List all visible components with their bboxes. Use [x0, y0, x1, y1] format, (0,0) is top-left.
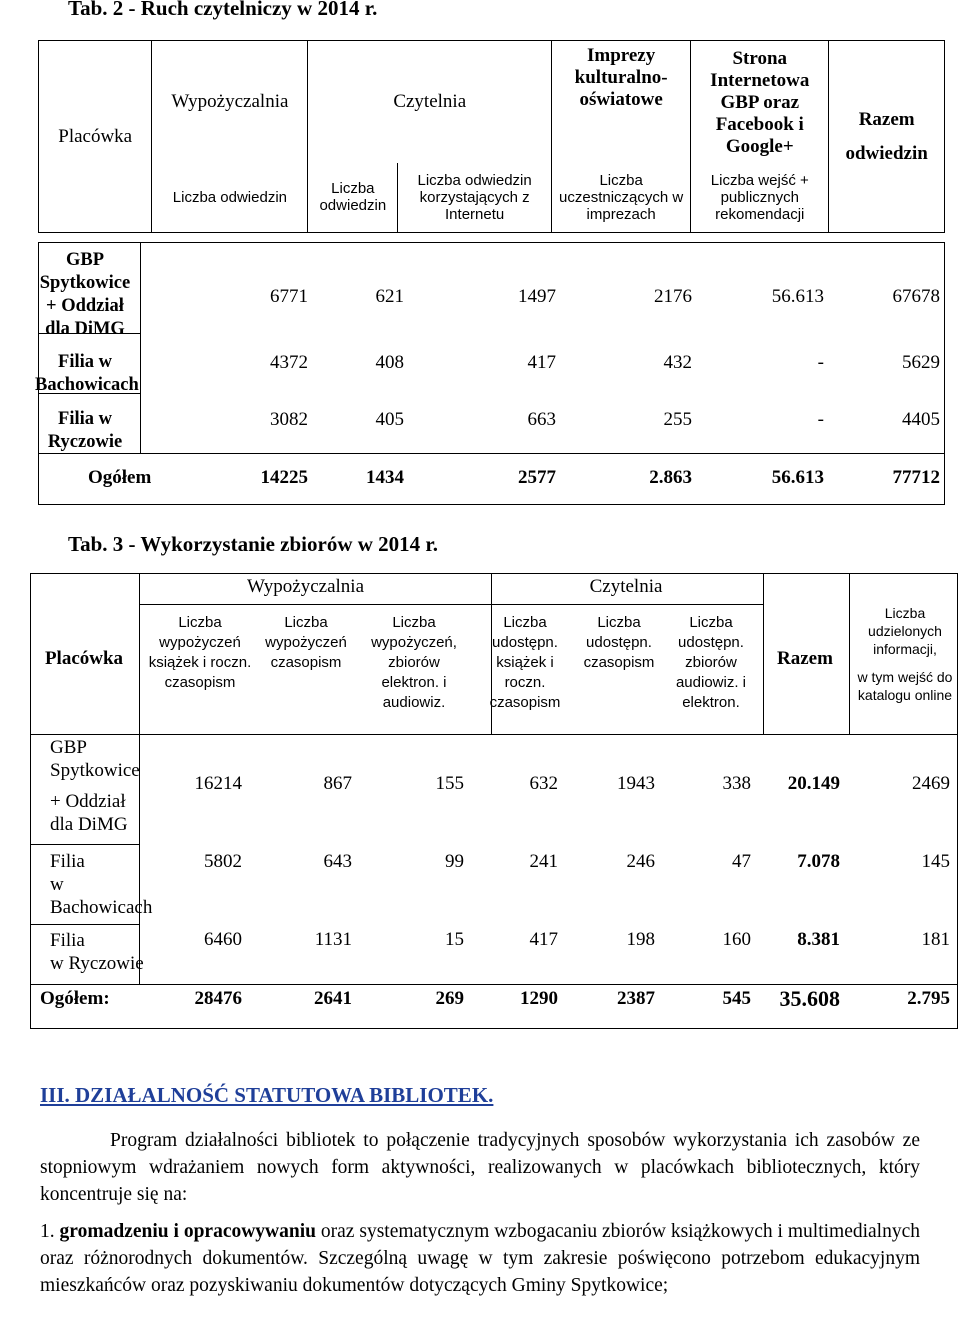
- tab2-cell: 255: [663, 409, 692, 430]
- tab2-header-table: [38, 40, 945, 233]
- section-item-1-num: 1.: [40, 1221, 55, 1242]
- tab3-cell: 198: [626, 929, 655, 950]
- tab3-cell: 338: [722, 773, 751, 794]
- tab3-cell: 28476: [194, 988, 242, 1009]
- tab2-sub-czyt2: Liczba odwiedzin korzystających z Internetu: [398, 163, 552, 233]
- tab3-cell: 20.149: [787, 773, 840, 794]
- tab3-sub-5: Liczba udostępn. zbiorów audiowiz. i elektron.: [675, 614, 747, 711]
- tab3-row-0-name: [50, 736, 140, 836]
- tab3-cell: 15: [445, 929, 464, 950]
- tab3-hline-sub: [139, 604, 763, 605]
- tab3-sub-3: Liczba udostępn. książek i roczn. czasopism: [489, 614, 561, 711]
- tab3-col-info-sub: w tym wejść do katalogu online: [857, 669, 953, 703]
- tab2-cell: 2.863: [649, 467, 692, 488]
- tab2-row-2-name: Filia w Ryczowie: [47, 409, 123, 452]
- tab2-cell: 1497: [518, 286, 556, 307]
- tab2-cell: 3082: [270, 409, 308, 430]
- tab2-sep-total: [39, 453, 944, 454]
- tab3-hline-header: [31, 734, 957, 735]
- tab3-sub-4: Liczba udostępn. czasopism: [583, 614, 655, 671]
- tab2-cell: 77712: [892, 467, 940, 488]
- tab3-row-2-name2: w Ryczowie: [50, 953, 144, 974]
- tab3-cell: 2641: [314, 988, 352, 1009]
- tab3-cell: 2469: [912, 773, 950, 794]
- tab3-cell: 632: [529, 773, 558, 794]
- tab3-cell: 2.795: [907, 988, 950, 1009]
- tab3-sub-1: Liczba wypożyczeń czasopism: [265, 614, 347, 671]
- tab3-cell: 155: [435, 773, 464, 794]
- tab3-row-0-name3: + Oddział dla DiMG: [50, 791, 128, 835]
- tab3-cell: 181: [921, 929, 950, 950]
- tab2-cell: 4372: [270, 352, 308, 373]
- tab2-col-imprezy: Imprezy kulturalno-oświatowe: [552, 41, 691, 163]
- tab3-cell: 269: [435, 988, 464, 1009]
- tab3-cell: 8.381: [797, 929, 840, 950]
- tab3-sub-2: Liczba wypożyczeń, zbiorów elektron. i audiowiz.: [371, 614, 457, 711]
- tab3-cell: 35.608: [779, 986, 840, 1011]
- tab3-sub-0: Liczba wypożyczeń książek i roczn. czasopism: [148, 614, 252, 691]
- tab2-cell: 663: [527, 409, 556, 430]
- section-heading: III. DZIAŁALNOŚĆ STATUTOWA BIBLIOTEK.: [40, 1083, 494, 1107]
- tab3-cell: 545: [722, 988, 751, 1009]
- tab2-cell: 621: [375, 286, 404, 307]
- tab2-razem-label: Razem: [858, 108, 915, 130]
- tab2-cell: 2176: [654, 286, 692, 307]
- tab2-cell: 56.613: [771, 467, 824, 488]
- tab3-col-info: Liczba udzielonych informacji,: [868, 605, 942, 657]
- tab3-row-1-name: [50, 850, 152, 919]
- tab3-vline-1: [139, 574, 140, 734]
- tab2-row-1-name: Filia w Bachowicach: [35, 352, 139, 395]
- tab3-cell: 643: [323, 851, 352, 872]
- tab2-col-czytelnia: Czytelnia: [308, 41, 552, 163]
- tab2-col-placowka: Placówka: [39, 41, 152, 233]
- tab2-cell: 408: [375, 352, 404, 373]
- tab2-cell: 405: [375, 409, 404, 430]
- tab2-razem-sub: odwiedzin: [845, 142, 928, 164]
- tab2-body: [35, 242, 945, 505]
- tab2-sep-2: [39, 393, 140, 394]
- tab2-title: Tab. 2 - Ruch czytelniczy w 2014 r.: [68, 0, 378, 20]
- tab3-cell: 417: [529, 929, 558, 950]
- section-item-1: [40, 1218, 920, 1299]
- tab3-total-label: Ogółem:: [40, 988, 110, 1009]
- tab3-cell: 2387: [617, 988, 655, 1009]
- tab2-sub-wyp: Liczba odwiedzin: [152, 163, 308, 233]
- tab2-sep-1: [39, 333, 140, 334]
- tab2-cell: -: [817, 352, 824, 373]
- tab3-cell: 246: [626, 851, 655, 872]
- section-item-1-bold: gromadzeniu i opracowywaniu: [59, 1221, 316, 1242]
- section-item-1-rest: oraz systematycznym wzbogacaniu zbiorów książkowych i multimedialnych oraz różnorodnych dokumentów. Szczególną uwagę w tym zakresie poświęcono potrzebom edukacyjnym mieszkańców oraz pozyskiwaniu dokumentów dotyczących Gminy Spytkowice;: [40, 1221, 920, 1296]
- tab3-cell: 99: [445, 851, 464, 872]
- tab2-cell: 14225: [260, 467, 308, 488]
- tab3-row-1-name2: w: [50, 874, 64, 895]
- tab3-cell: 1290: [520, 988, 558, 1009]
- tab3-row-2-name1: Filia: [50, 930, 85, 951]
- tab2-row-0-name: GBP Spytkowice + Oddział dla DiMG: [39, 250, 131, 339]
- tab3-col-wypozyczalnia: Wypożyczalnia: [246, 576, 364, 597]
- tab3-hline-r2: [31, 924, 139, 925]
- tab3-vline-4: [849, 574, 850, 734]
- tab3-cell: 160: [722, 929, 751, 950]
- tab2-cell: 6771: [270, 286, 308, 307]
- tab3-cell: 47: [732, 851, 751, 872]
- tab3-cell: 5802: [204, 851, 242, 872]
- tab3-col-razem: Razem: [777, 648, 833, 669]
- tab3-hline-r1: [31, 844, 139, 845]
- tab3-col-czytelnia: Czytelnia: [589, 576, 663, 597]
- tab3-cell: 7.078: [797, 851, 840, 872]
- tab2-sub-czyt1: Liczba odwiedzin: [308, 163, 398, 233]
- tab3-cell: 16214: [194, 773, 242, 794]
- tab2-cell: 4405: [902, 409, 940, 430]
- tab3-cell: 1131: [314, 929, 352, 950]
- tab3-hline-total: [31, 984, 957, 985]
- section-paragraph: Program działalności bibliotek to połączenie tradycyjnych sposobów wykorzystania ich zasobów ze stopniowym wdrażaniem nowych form aktywności, realizowanych w placówkach bibliotecznych, który koncentruje się na:: [40, 1130, 920, 1205]
- tab2-col-wypozyczalnia: Wypożyczalnia: [152, 41, 308, 163]
- tab3-row-0-name2: Spytkowice: [50, 760, 140, 781]
- tab2-cell: 2577: [518, 467, 556, 488]
- tab2-sub-strona: Liczba wejść + publicznych rekomendacji: [691, 163, 829, 233]
- tab2-col-razem: [829, 41, 945, 233]
- tab3-title: Tab. 3 - Wykorzystanie zbiorów w 2014 r.: [68, 532, 439, 556]
- tab3-row-1-name3: Bachowicach: [50, 897, 153, 918]
- tab3-cell: 241: [529, 851, 558, 872]
- tab3-cell: 867: [323, 773, 352, 794]
- tab3-col-placowka: Placówka: [44, 648, 124, 669]
- tab2-cell: 67678: [892, 286, 940, 307]
- tab3-row-0-name1: GBP: [50, 737, 87, 758]
- tab3-cell: 145: [921, 851, 950, 872]
- tab3-cell: 6460: [204, 929, 242, 950]
- tab2-cell: 5629: [902, 352, 940, 373]
- tab2-col-strona: Strona Internetowa GBP oraz Facebook i Google+: [691, 41, 829, 163]
- tab2-cell: 1434: [366, 467, 404, 488]
- tab3-row-2-name: [50, 929, 144, 975]
- tab3-cell: 1943: [617, 773, 655, 794]
- tab2-cell: 417: [527, 352, 556, 373]
- tab2-vsep: [140, 243, 141, 453]
- tab2-cell: -: [817, 409, 824, 430]
- tab2-cell: 432: [663, 352, 692, 373]
- tab2-total-label: Ogółem: [88, 467, 152, 488]
- tab3-row-1-name1: Filia: [50, 851, 85, 872]
- tab2-cell: 56.613: [771, 286, 824, 307]
- tab2-sub-imprezy: Liczba uczestniczących w imprezach: [552, 163, 691, 233]
